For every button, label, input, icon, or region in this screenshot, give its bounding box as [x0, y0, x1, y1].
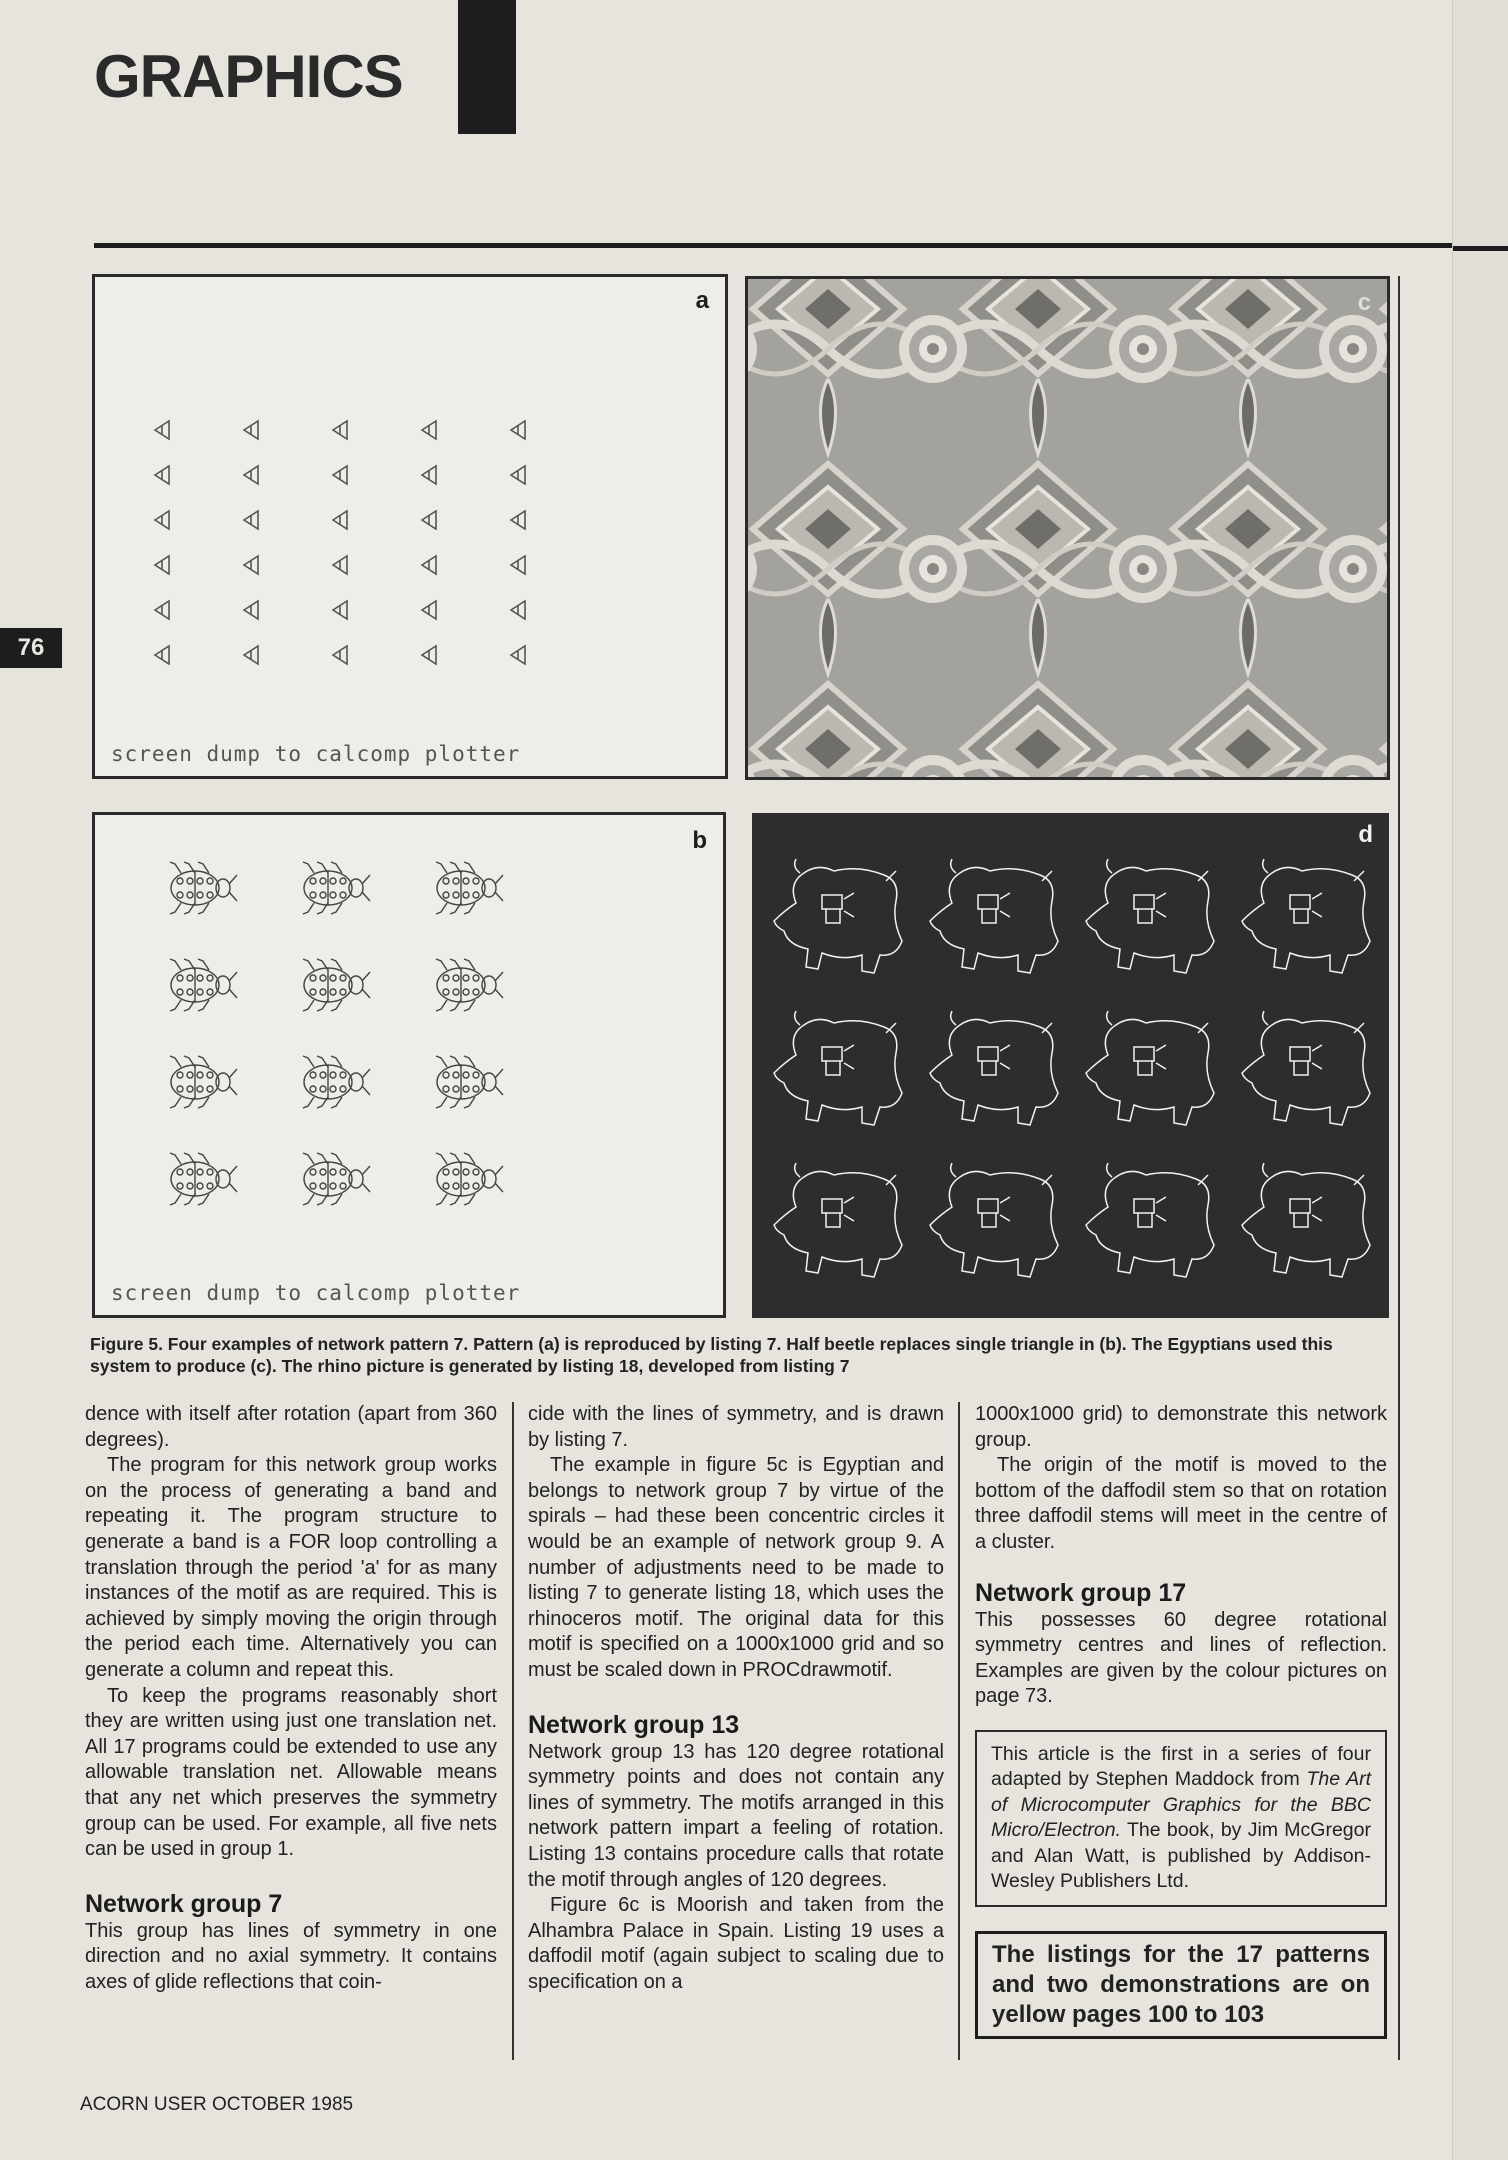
triangle-grid — [95, 277, 725, 776]
figure-b-plot-caption: screen dump to calcomp plotter — [111, 1281, 521, 1305]
col3-paragraph-2: The origin of the motif is moved to the bottom of the daffodil stem so that on rotation three daffodil stems will meet in the centre of a cluster. — [975, 1454, 1387, 1553]
beetle-motif — [436, 862, 503, 914]
column-rule-1 — [512, 1402, 514, 2060]
rhino-motif — [1242, 1011, 1370, 1125]
credit-rest: The book, by Jim McGregor and Alan Watt, is published by Addison-Wesley Publishers Ltd. — [991, 1819, 1371, 1893]
triangle-motif — [333, 466, 347, 484]
figure-caption: Figure 5. Four examples of network pattern 7. Pattern (a) is reproduced by listing 7. Half beetle replaces single triangle in (b). The Egyptians used this system to produce (c). The rhino picture is generated by listing 18, developed from listing 7 — [90, 1334, 1333, 1376]
figure-c — [745, 276, 1390, 780]
col2-paragraph-3: Network group 13 has 120 degree rotational symmetry points and does not contain any lines of symmetry. The motifs arranged in this network pattern impart a feeling of rotation. Listing 13 contains procedure calls that rotate the motif through angles of 120 degrees. — [528, 1740, 944, 1891]
triangle-motif — [422, 646, 436, 664]
triangle-motif — [155, 511, 169, 529]
triangle-motif — [511, 421, 525, 439]
triangle-motif — [244, 556, 258, 574]
beetle-motif — [303, 1153, 370, 1205]
triangle-motif — [511, 646, 525, 664]
triangle-motif — [511, 601, 525, 619]
heading-network-group-17: Network group 17 — [975, 1578, 1187, 1607]
page-number-tab: 76 — [0, 628, 62, 668]
triangle-motif — [244, 646, 258, 664]
footer-issue: ACORN USER OCTOBER 1985 — [80, 2094, 354, 2115]
triangle-motif — [333, 421, 347, 439]
beetle-motif — [303, 862, 370, 914]
col2-paragraph-1: cide with the lines of symmetry, and is drawn by listing 7. — [528, 1403, 944, 1451]
triangle-motif — [244, 511, 258, 529]
rhino-motif — [1242, 859, 1370, 973]
triangle-motif — [244, 421, 258, 439]
col1-paragraph-1: dence with itself after rotation (apart from 360 degrees). — [85, 1403, 497, 1451]
heading-network-group-7: Network group 7 — [85, 1889, 283, 1918]
beetle-motif — [170, 1153, 237, 1205]
rhino-motif — [1086, 1163, 1214, 1277]
figure-a — [92, 274, 728, 779]
beetle-motif — [436, 1153, 503, 1205]
col2-paragraph-4: Figure 6c is Moorish and taken from the Alhambra Palace in Spain. Listing 19 uses a daffodil motif (again subject to scaling due to specification on a — [528, 1894, 944, 1993]
header-black-block — [458, 0, 516, 134]
beetle-motif — [303, 959, 370, 1011]
rhino-motif — [930, 1163, 1058, 1277]
figure-d-letter: d — [1358, 821, 1373, 848]
article-column-2 — [528, 1402, 944, 1995]
section-title: GRAPHICS — [94, 43, 403, 110]
triangle-motif — [422, 556, 436, 574]
egyptian-pattern — [748, 279, 1387, 777]
column-rule-2 — [958, 1402, 960, 2060]
triangle-motif — [511, 511, 525, 529]
triangle-motif — [333, 511, 347, 529]
triangle-motif — [155, 646, 169, 664]
rhino-motif — [774, 1011, 902, 1125]
col2-paragraph-2: The example in figure 5c is Egyptian and belongs to network group 7 by virtue of the spirals – had these been concentric circles it would be an example of network group 9. A number of adjustments need to be made to listing 7 to generate listing 18, which uses the rhinoceros motif. The original data for this motif is specified on a 1000x1000 grid and so must be scaled down in PROCdrawmotif. — [528, 1454, 944, 1681]
figure-d — [752, 813, 1389, 1318]
beetle-motif — [436, 1056, 503, 1108]
triangle-motif — [422, 511, 436, 529]
article-column-3 — [975, 1402, 1387, 2039]
rhino-motif — [930, 859, 1058, 973]
col3-paragraph-1: 1000x1000 grid) to demonstrate this network group. — [975, 1403, 1387, 1451]
triangle-motif — [333, 646, 347, 664]
figure-b — [92, 812, 726, 1318]
triangle-motif — [155, 556, 169, 574]
beetle-motif — [436, 959, 503, 1011]
rhino-grid — [752, 813, 1389, 1318]
rhino-motif — [1242, 1163, 1370, 1277]
article-column-1 — [85, 1402, 497, 1995]
facing-page-rule — [1453, 246, 1508, 251]
figure-b-letter: b — [692, 827, 707, 854]
figure-a-letter: a — [695, 287, 709, 314]
beetle-grid — [95, 815, 723, 1315]
beetle-motif — [170, 862, 237, 914]
beetle-motif — [303, 1056, 370, 1108]
col1-paragraph-2: The program for this network group works on the process of generating a band and repeating it. The program structure to generate a band is a FOR loop controlling a translation through the period 'a' for as many instances of the motif as are required. This is achieved by simply moving the origin through the period each time. Alternatively you can generate a column and repeat this. — [85, 1454, 497, 1681]
triangle-motif — [244, 466, 258, 484]
credit-book-title: The Art of Microcomputer Graphics for the BBC Micro/Electron. — [991, 1768, 1372, 1842]
beetle-motif — [170, 959, 237, 1011]
figure-c-letter: c — [1357, 289, 1371, 316]
triangle-motif — [422, 466, 436, 484]
triangle-motif — [155, 601, 169, 619]
article-credit-box — [975, 1730, 1387, 1907]
rhino-motif — [1086, 1011, 1214, 1125]
beetle-motif — [170, 1056, 237, 1108]
figure-a-plot-caption: screen dump to calcomp plotter — [111, 742, 521, 766]
triangle-motif — [155, 466, 169, 484]
triangle-motif — [511, 466, 525, 484]
triangle-motif — [422, 421, 436, 439]
triangle-motif — [333, 601, 347, 619]
triangle-motif — [155, 421, 169, 439]
col1-paragraph-4: This group has lines of symmetry in one direction and no axial symmetry. It contains axes of glide reflections that coin- — [85, 1919, 497, 1993]
triangle-motif — [422, 601, 436, 619]
triangle-motif — [511, 556, 525, 574]
col1-paragraph-3: To keep the programs reasonably short they are written using just one translation net. All 17 programs could be extended to use any allowable translation net. Allowable means that any net which preserves the symmetry group can be used. For example, all five nets can be used in group 1. — [85, 1684, 497, 1861]
col3-paragraph-3: This possesses 60 degree rotational symmetry centres and lines of reflection. Examples are given by the colour pictures on page 73. — [975, 1608, 1387, 1708]
rhino-motif — [774, 1163, 902, 1277]
rhino-motif — [1086, 859, 1214, 973]
credit-intro: This article is the first in a series of four adapted by Stephen Maddock from — [991, 1742, 1371, 1791]
right-column-rule — [1398, 276, 1400, 2060]
listings-note-box: The listings for the 17 patterns and two demonstrations are on yellow pages 100 to 103 — [975, 1931, 1387, 2039]
rhino-motif — [930, 1011, 1058, 1125]
triangle-motif — [244, 601, 258, 619]
top-rule — [94, 243, 1452, 248]
rhino-motif — [774, 859, 902, 973]
facing-page-edge — [1452, 0, 1508, 2160]
heading-network-group-13: Network group 13 — [528, 1710, 740, 1739]
triangle-motif — [333, 556, 347, 574]
